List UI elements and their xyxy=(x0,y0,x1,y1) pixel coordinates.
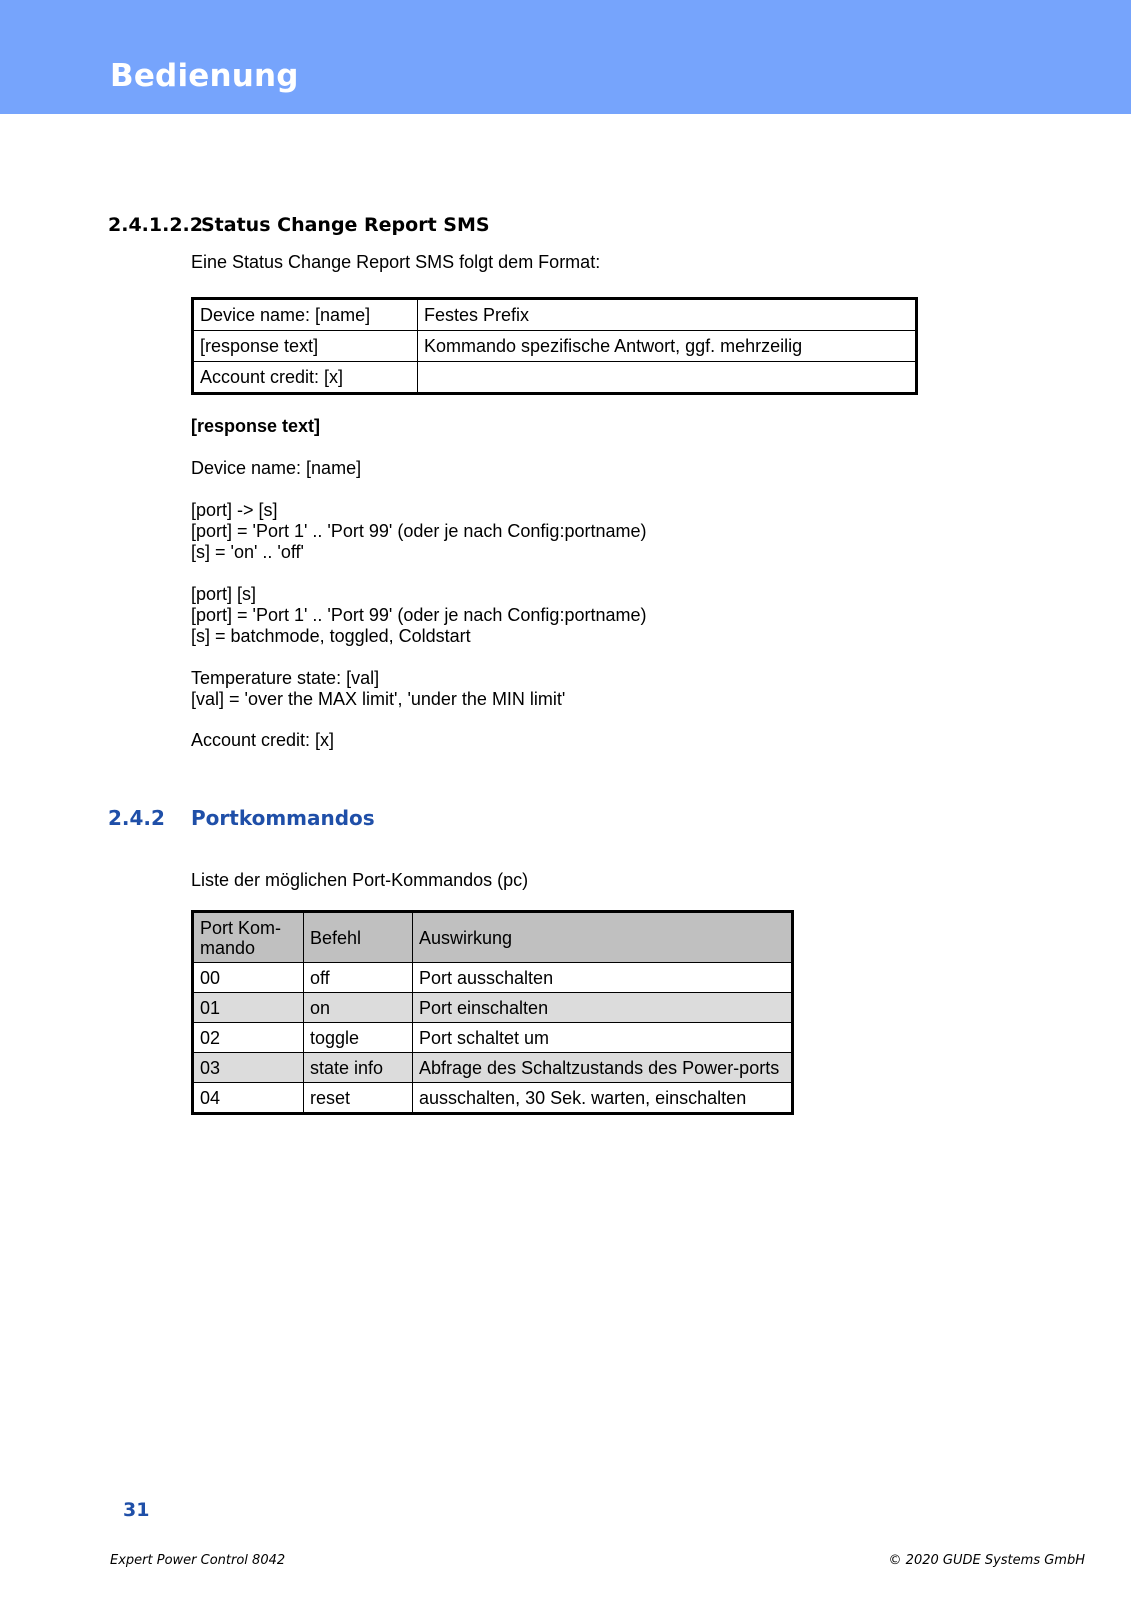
table-row xyxy=(193,362,917,394)
table-cell: toggle xyxy=(304,1023,413,1053)
text-line: [port] [s] xyxy=(191,584,257,604)
table-cell: 04 xyxy=(193,1083,304,1114)
column-header: Port Kom- mando xyxy=(193,912,304,963)
section-heading-status-change xyxy=(108,214,490,236)
table-cell: [response text] xyxy=(193,331,418,362)
port-command-table xyxy=(191,910,794,1115)
table-row xyxy=(193,331,917,362)
section-number: 2.4.1.2.2 xyxy=(108,214,203,236)
response-text-heading: [response text] xyxy=(191,416,321,436)
text-line: [port] = 'Port 1' .. 'Port 99' (oder je nach Config:portname) xyxy=(191,605,647,625)
table-row xyxy=(193,963,793,993)
table-cell xyxy=(418,362,917,394)
page-number: 31 xyxy=(123,1499,150,1521)
column-header: Auswirkung xyxy=(413,912,793,963)
table-cell: state info xyxy=(304,1053,413,1083)
table-row xyxy=(193,299,917,331)
table-cell: Kommando spezifische Antwort, ggf. mehrzeilig xyxy=(418,331,917,362)
text-line: [s] = 'on' .. 'off' xyxy=(191,542,304,562)
table-cell: 01 xyxy=(193,993,304,1023)
chapter-title: Bedienung xyxy=(110,58,299,94)
table-cell: on xyxy=(304,993,413,1023)
table-cell: Device name: [name] xyxy=(193,299,418,331)
table-row xyxy=(193,1083,793,1114)
text-line: Device name: [name] xyxy=(191,458,362,478)
text-line: [s] = batchmode, toggled, Coldstart xyxy=(191,626,471,646)
text-line: [val] = 'over the MAX limit', 'under the MIN limit' xyxy=(191,689,566,709)
portkommandos-intro: Liste der möglichen Port-Kommandos (pc) xyxy=(191,870,529,890)
header-band xyxy=(0,0,1131,114)
text-line: Temperature state: [val] xyxy=(191,668,380,688)
table-cell: ausschalten, 30 Sek. warten, einschalten xyxy=(413,1083,793,1114)
section-title: Portkommandos xyxy=(191,806,375,830)
text-line: [port] -> [s] xyxy=(191,500,278,520)
table-cell: Port schaltet um xyxy=(413,1023,793,1053)
table-header-row xyxy=(193,912,793,963)
table-row xyxy=(193,1053,793,1083)
table-row xyxy=(193,993,793,1023)
section-title: Status Change Report SMS xyxy=(201,214,490,236)
footer-product: Expert Power Control 8042 xyxy=(110,1553,286,1568)
footer-copyright: © 2020 GUDE Systems GmbH xyxy=(888,1553,1085,1568)
table-cell: Festes Prefix xyxy=(418,299,917,331)
table-cell: off xyxy=(304,963,413,993)
column-header: Befehl xyxy=(304,912,413,963)
table-cell: 00 xyxy=(193,963,304,993)
table-cell: Port einschalten xyxy=(413,993,793,1023)
section-heading-portkommandos xyxy=(108,806,375,830)
table-cell: Port ausschalten xyxy=(413,963,793,993)
table-cell: 03 xyxy=(193,1053,304,1083)
section-number: 2.4.2 xyxy=(108,806,165,830)
table-cell: Abfrage des Schaltzustands des Power-ports xyxy=(413,1053,793,1083)
status-intro: Eine Status Change Report SMS folgt dem Format: xyxy=(191,252,601,272)
table-cell: reset xyxy=(304,1083,413,1114)
text-line: Account credit: [x] xyxy=(191,730,335,750)
sms-format-table xyxy=(191,297,918,395)
table-cell: Account credit: [x] xyxy=(193,362,418,394)
table-row xyxy=(193,1023,793,1053)
text-line: [port] = 'Port 1' .. 'Port 99' (oder je nach Config:portname) xyxy=(191,521,647,541)
table-cell: 02 xyxy=(193,1023,304,1053)
